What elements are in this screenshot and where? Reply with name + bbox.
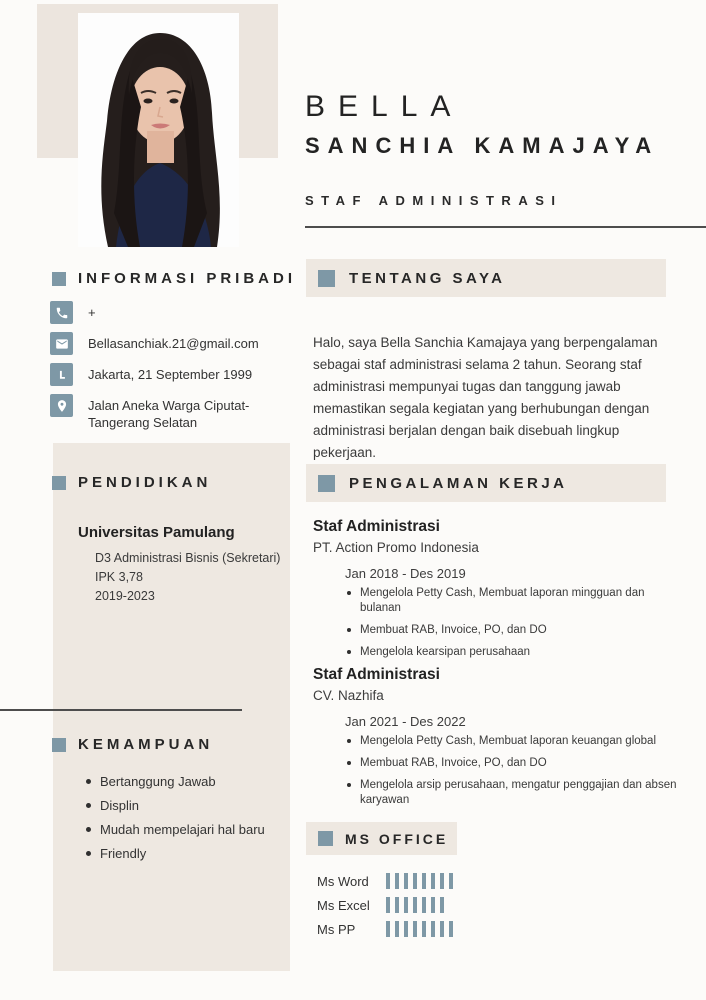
level-tick (422, 921, 426, 937)
ability-item: Friendly (86, 847, 276, 860)
level-tick (404, 873, 408, 889)
skill-row-excel (317, 893, 657, 917)
email-value: Bellasanchiak.21@gmail.com (88, 336, 259, 351)
job-duties (347, 586, 683, 660)
square-bullet-icon (52, 272, 66, 286)
level-tick (422, 897, 426, 913)
contact-list (50, 301, 290, 431)
education-entry (78, 524, 283, 606)
section-bar-experience (306, 464, 666, 502)
education-detail: D3 Administrasi Bisnis (Sekretari) (95, 551, 281, 565)
level-tick (413, 921, 417, 937)
section-title: PENDIDIKAN (78, 474, 212, 491)
level-tick (440, 873, 444, 889)
section-head-abilities (52, 736, 213, 753)
phone-icon (50, 301, 73, 324)
level-tick (386, 897, 390, 913)
level-tick (395, 921, 399, 937)
skill-label: Ms Excel (317, 897, 370, 913)
ability-item: Mudah mempelajari hal baru (86, 823, 276, 836)
level-tick (449, 921, 453, 937)
level-tick (386, 873, 390, 889)
section-title: MS OFFICE (345, 830, 449, 847)
section-title: INFORMASI PRIBADI (78, 270, 296, 287)
duty-item: Mengelola kearsipan perusahaan (347, 645, 683, 660)
contact-row-email (50, 332, 290, 355)
header-block (305, 92, 705, 207)
ability-item: Bertanggung Jawab (86, 775, 276, 788)
duty-item: Mengelola Petty Cash, Membuat laporan mingguan dan bulanan (347, 586, 683, 616)
job-period: Jan 2021 - Des 2022 (345, 714, 466, 729)
address-value: Jalan Aneka Warga Ciputat-Tangerang Selatan (88, 398, 250, 430)
location-icon (50, 394, 73, 417)
job-title: STAF ADMINISTRASI (305, 193, 563, 208)
contact-row-phone (50, 301, 290, 324)
contact-row-birthdate (50, 363, 290, 386)
level-tick (404, 921, 408, 937)
level-tick (413, 873, 417, 889)
section-head-education (52, 474, 211, 491)
ability-item: Displin (86, 799, 276, 812)
skill-level-bar (386, 873, 453, 889)
skill-label: Ms Word (317, 873, 369, 889)
first-name: BELLA (305, 90, 464, 123)
section-head-personal-info (52, 270, 296, 287)
job-company: CV. Nazhifa (313, 688, 384, 703)
last-name: SANCHIA KAMAJAYA (305, 133, 660, 158)
level-tick (422, 873, 426, 889)
job-role: Staf Administrasi (313, 518, 440, 535)
section-title: KEMAMPUAN (78, 736, 214, 753)
job-company: PT. Action Promo Indonesia (313, 540, 479, 555)
square-bullet-icon (318, 475, 335, 492)
job-duties (347, 734, 677, 808)
square-bullet-icon (52, 476, 66, 490)
education-details (95, 549, 283, 606)
education-detail: 2019-2023 (95, 589, 155, 603)
left-sidebar-panel (53, 443, 290, 971)
section-title: PENGALAMAN KERJA (349, 474, 568, 492)
square-bullet-icon (318, 270, 335, 287)
job-role: Staf Administrasi (313, 666, 440, 683)
job-entry-2 (313, 666, 683, 815)
header-divider (305, 226, 706, 228)
level-tick (395, 873, 399, 889)
duty-item: Membuat RAB, Invoice, PO, dan DO (347, 623, 683, 638)
square-bullet-icon (318, 831, 333, 846)
duty-item: Mengelola arsip perusahaan, mengatur penggajian dan absen karyawan (347, 778, 677, 808)
ms-office-skills (317, 869, 657, 941)
email-icon (50, 332, 73, 355)
skill-level-bar (386, 921, 453, 937)
abilities-list (86, 775, 276, 871)
phone-value: + (88, 305, 96, 320)
portrait-illustration (78, 13, 239, 247)
section-title: TENTANG SAYA (349, 269, 506, 287)
level-tick (449, 873, 453, 889)
school-name: Universitas Pamulang (78, 524, 235, 541)
skill-label: Ms PP (317, 921, 356, 937)
level-tick (386, 921, 390, 937)
birthdate-icon (50, 363, 73, 386)
level-tick (440, 921, 444, 937)
education-detail: IPK 3,78 (95, 570, 143, 584)
level-tick (404, 897, 408, 913)
section-bar-about (306, 259, 666, 297)
level-tick (413, 897, 417, 913)
job-period: Jan 2018 - Des 2019 (345, 566, 466, 581)
level-tick (395, 897, 399, 913)
section-bar-ms-office (306, 822, 457, 855)
birthdate-value: Jakarta, 21 September 1999 (88, 367, 253, 382)
level-tick (431, 873, 435, 889)
level-tick (431, 897, 435, 913)
skill-row-word (317, 869, 657, 893)
left-divider (0, 709, 242, 711)
level-tick (440, 897, 444, 913)
square-bullet-icon (52, 738, 66, 752)
skill-level-bar (386, 897, 444, 913)
skill-row-pp (317, 917, 657, 941)
job-entry-1 (313, 518, 683, 667)
profile-photo (78, 13, 239, 247)
duty-item: Membuat RAB, Invoice, PO, dan DO (347, 756, 677, 771)
about-paragraph: Halo, saya Bella Sanchia Kamajaya yang berpengalaman sebagai staf administrasi selama 2 tahun. Seorang staf administrasi mempunyai tugas dan tanggung jawab memastikan segala kegiatan yang berhubungan dengan administrasi berjalan dengan baik disebuah lingkup pekerjaan. (313, 334, 658, 460)
duty-item: Mengelola Petty Cash, Membuat laporan keuangan global (347, 734, 677, 749)
contact-row-address (50, 394, 290, 431)
level-tick (431, 921, 435, 937)
